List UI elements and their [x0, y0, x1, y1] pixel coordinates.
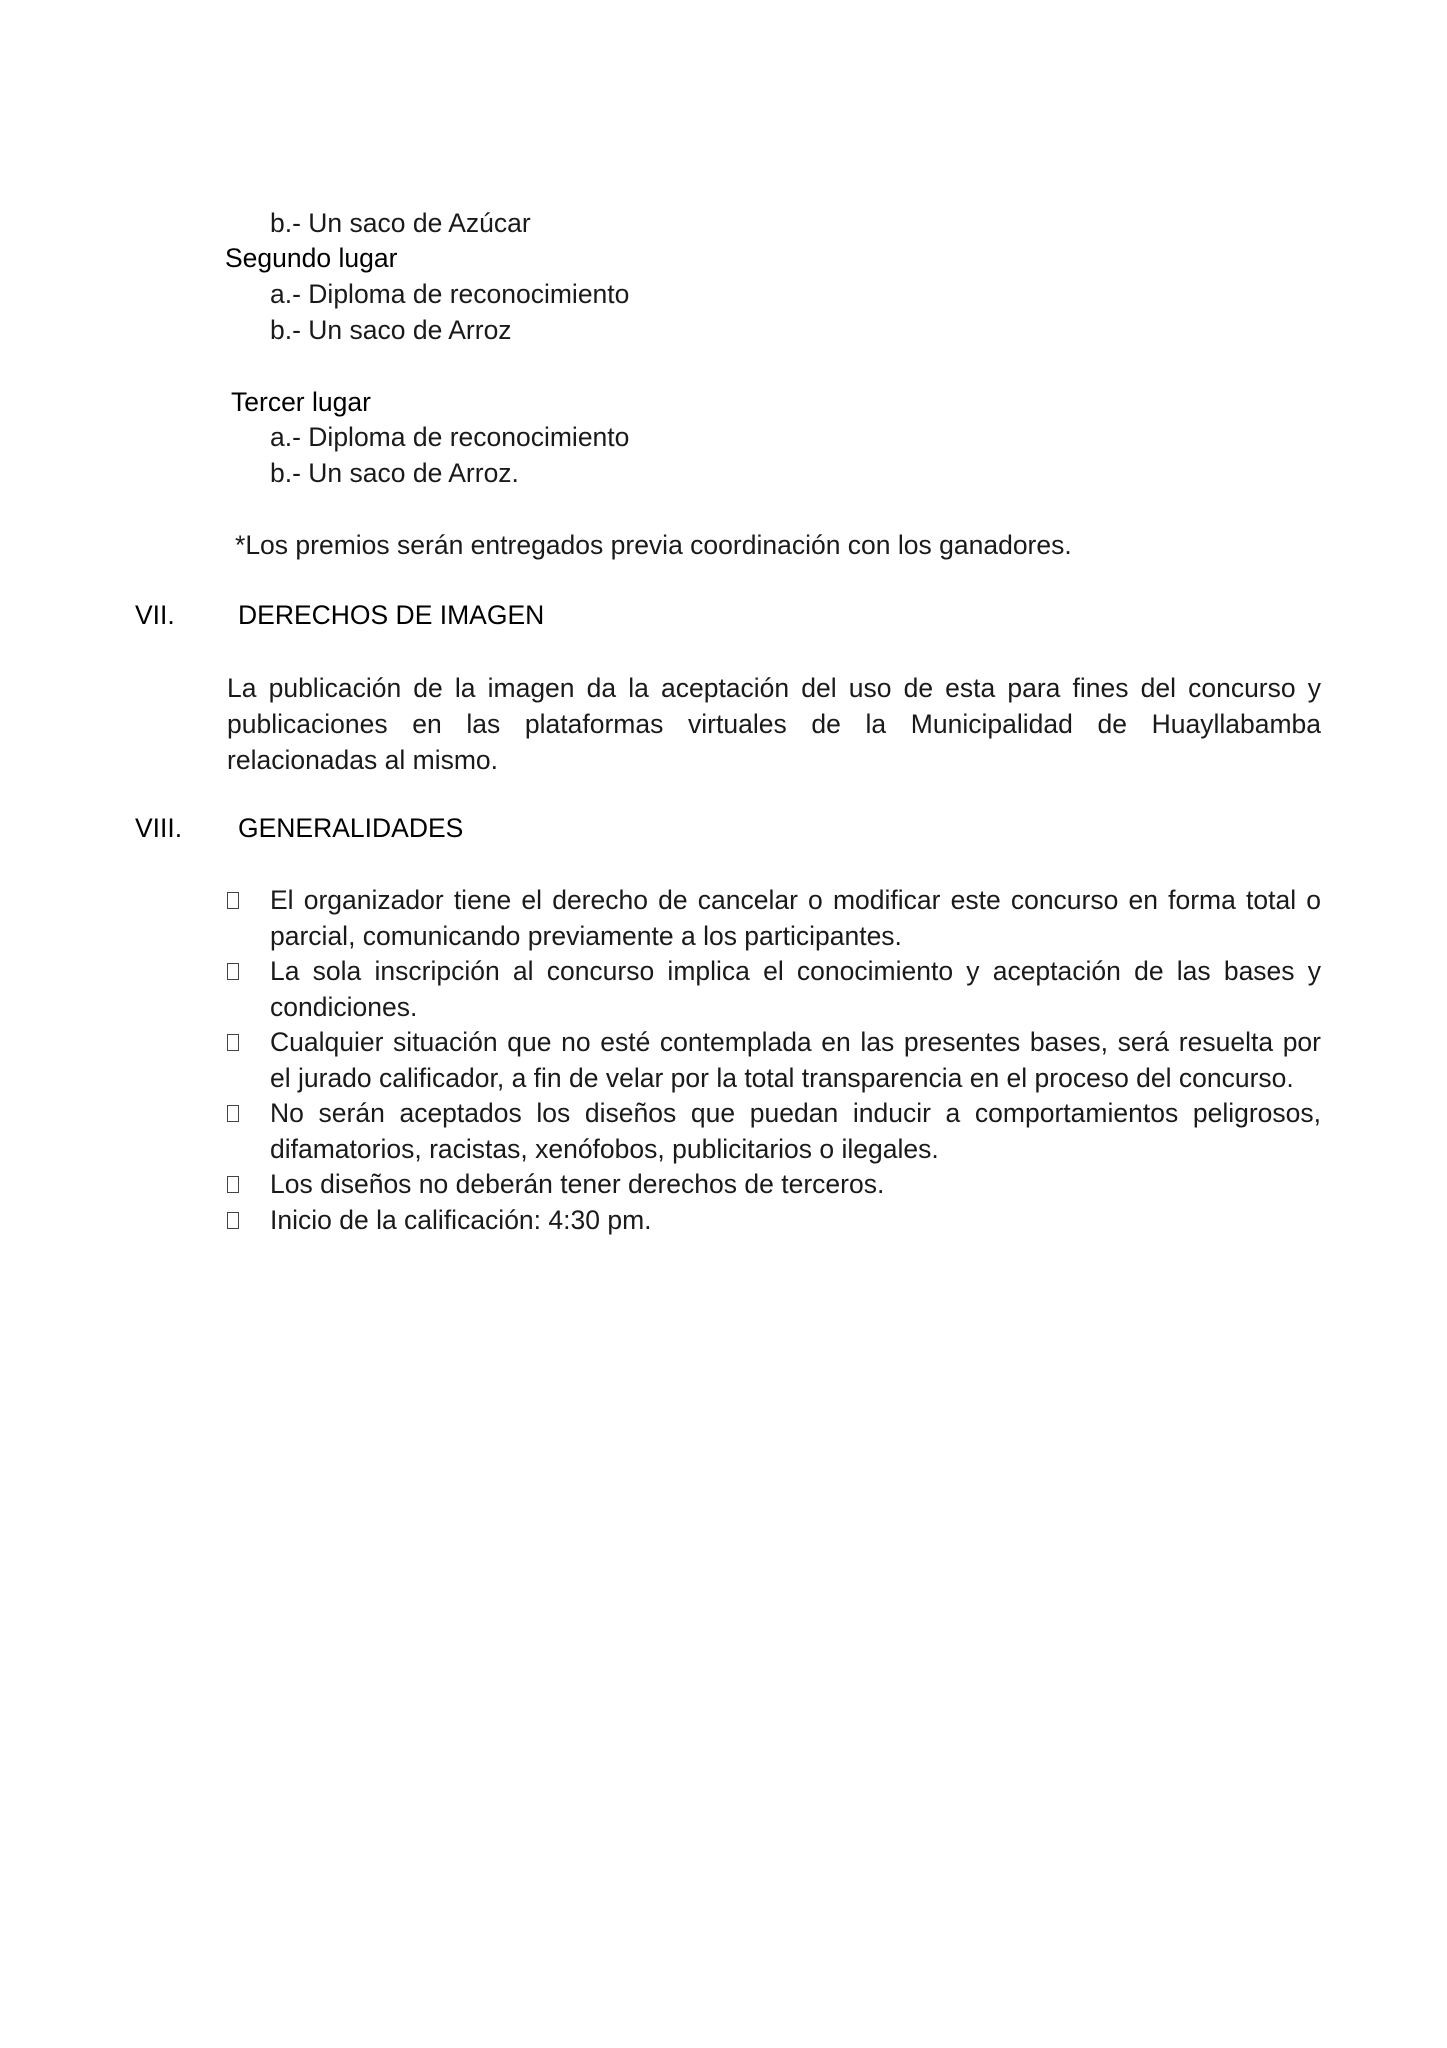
second-place-item-a: a.- Diploma de reconocimiento [270, 279, 630, 309]
list-item [227, 1203, 1321, 1239]
section-7-paragraph: La publicación de la imagen da la aceptación del uso de esta para fines del concurso y publicaciones en las plataformas virtuales de la Municipalidad de Huayllabamba relacionadas al mismo. [227, 673, 1321, 775]
second-place-item-b: b.- Un saco de Arroz [270, 315, 512, 345]
list-item-text: Cualquier situación que no esté contemplada en las presentes bases, será resuelta por el jurado calificador, a fin de velar por la total transparencia en el proceso del concurso. [270, 1027, 1321, 1093]
bullet-box-icon [227, 1034, 239, 1051]
bullet-box-icon [227, 1176, 239, 1193]
bullet-box-icon [227, 1212, 239, 1229]
bullet-box-icon [227, 1105, 239, 1122]
third-place-item-a: a.- Diploma de reconocimiento [270, 422, 630, 452]
section-7-number: VII. [135, 600, 175, 630]
section-8-title: GENERALIDADES [238, 813, 464, 843]
list-item-text: La sola inscripción al concurso implica el conocimiento y aceptación de las bases y condiciones. [270, 956, 1321, 1022]
list-item [227, 1167, 1321, 1203]
list-item [227, 954, 1321, 1025]
list-item-text: No serán aceptados los diseños que puedan inducir a comportamientos peligrosos, difamatorios, racistas, xenófobos, publicitarios o ilegales. [270, 1098, 1321, 1164]
list-item [227, 883, 1321, 954]
bullet-box-icon [227, 963, 239, 980]
second-place-heading: Segundo lugar [225, 243, 398, 273]
list-item [227, 1096, 1321, 1167]
first-place-item-b: b.- Un saco de Azúcar [270, 208, 531, 238]
generalities-list [227, 883, 1321, 1238]
prizes-note: *Los premios serán entregados previa coordinación con los ganadores. [235, 530, 1072, 560]
list-item [227, 1025, 1321, 1096]
list-item-text: Los diseños no deberán tener derechos de terceros. [270, 1169, 885, 1199]
third-place-item-b: b.- Un saco de Arroz. [270, 458, 519, 488]
list-item-text: El organizador tiene el derecho de cancelar o modificar este concurso en forma total o parcial, comunicando previamente a los participantes. [270, 885, 1321, 951]
bullet-box-icon [227, 892, 239, 909]
section-7-title: DERECHOS DE IMAGEN [238, 600, 545, 630]
list-item-text: Inicio de la calificación: 4:30 pm. [270, 1204, 652, 1235]
third-place-heading: Tercer lugar [231, 387, 371, 417]
section-8-number: VIII. [135, 813, 183, 843]
